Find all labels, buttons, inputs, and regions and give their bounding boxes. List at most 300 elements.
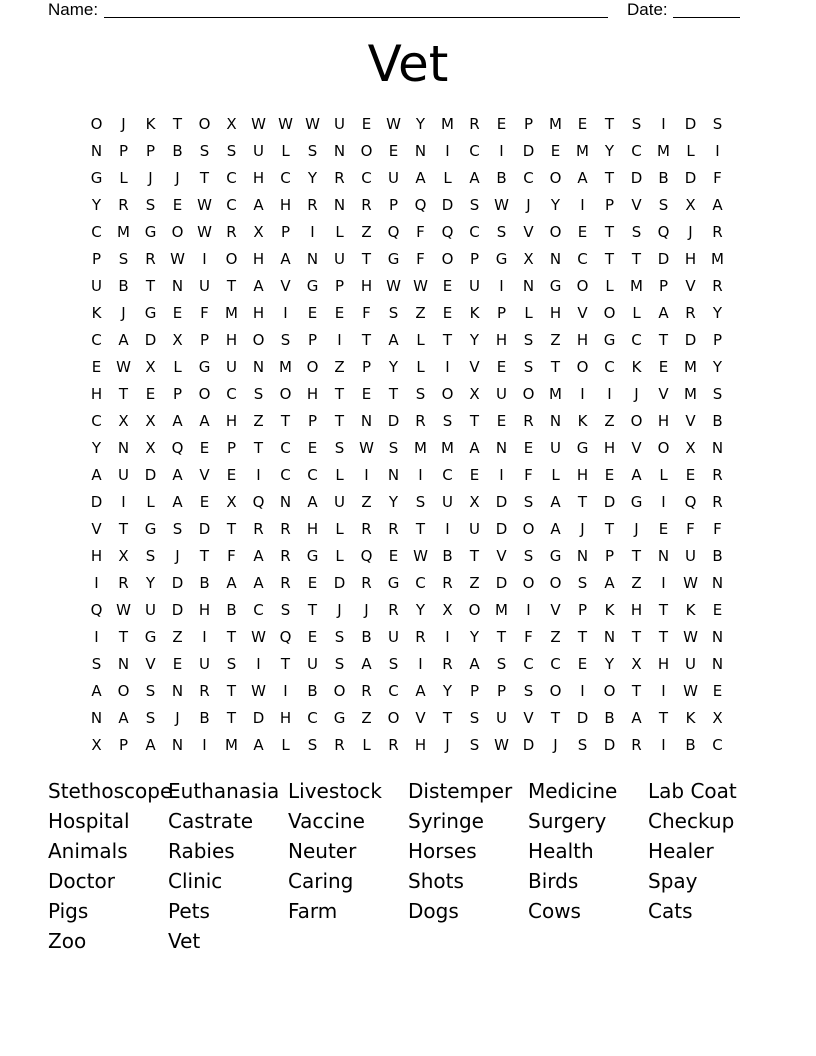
grid-letter: H — [225, 412, 238, 430]
grid-row — [0, 384, 816, 411]
grid-letter: R — [523, 412, 534, 430]
grid-letter: I — [661, 574, 666, 592]
grid-letter: O — [549, 223, 562, 241]
grid-letter: S — [388, 304, 399, 322]
grid-letter: S — [523, 358, 534, 376]
grid-letter: U — [334, 250, 345, 268]
word-list-item: Hospital — [48, 809, 130, 833]
grid-letter: Q — [171, 439, 184, 457]
grid-letter: P — [280, 223, 291, 241]
grid-letter: A — [307, 493, 318, 511]
grid-letter: R — [226, 223, 237, 241]
grid-letter: S — [388, 439, 399, 457]
grid-letter: T — [118, 628, 129, 646]
grid-letter: V — [145, 655, 156, 673]
grid-letter: Q — [441, 223, 454, 241]
grid-letter: W — [116, 601, 131, 619]
grid-letter: L — [416, 331, 425, 349]
grid-letter: Z — [469, 574, 480, 592]
grid-letter: J — [148, 169, 153, 187]
grid-letter: G — [306, 547, 319, 565]
grid-letter: B — [496, 169, 507, 187]
grid-row — [0, 546, 816, 573]
grid-letter: I — [94, 628, 99, 646]
grid-letter: S — [577, 574, 588, 592]
grid-letter: V — [685, 412, 696, 430]
grid-letter: T — [577, 628, 588, 646]
grid-letter: W — [413, 277, 428, 295]
grid-letter: A — [631, 466, 642, 484]
grid-letter: B — [658, 169, 669, 187]
grid-letter: N — [603, 628, 616, 646]
grid-letter: E — [307, 628, 318, 646]
grid-letter: P — [523, 115, 534, 133]
grid-letter: U — [91, 277, 102, 295]
grid-row — [0, 654, 816, 681]
grid-letter: P — [469, 682, 480, 700]
grid-letter: A — [199, 412, 210, 430]
word-list-item: Horses — [408, 839, 477, 863]
grid-letter: A — [550, 493, 561, 511]
word-list-item: Cows — [528, 899, 581, 923]
grid-letter: N — [495, 439, 508, 457]
grid-letter: S — [280, 331, 291, 349]
grid-letter: G — [144, 223, 157, 241]
grid-letter: R — [334, 169, 345, 187]
grid-letter: S — [145, 682, 156, 700]
grid-letter: O — [576, 277, 589, 295]
grid-letter: H — [252, 250, 265, 268]
grid-row — [0, 276, 816, 303]
grid-letter: Z — [361, 709, 372, 727]
grid-letter: S — [415, 385, 426, 403]
grid-letter: H — [603, 439, 616, 457]
grid-letter: I — [418, 655, 423, 673]
grid-letter: V — [523, 223, 534, 241]
grid-letter: N — [117, 439, 130, 457]
grid-letter: A — [253, 736, 264, 754]
grid-row — [0, 303, 816, 330]
grid-row — [0, 735, 816, 762]
grid-letter: C — [523, 655, 534, 673]
grid-row — [0, 168, 816, 195]
grid-letter: X — [631, 655, 642, 673]
grid-letter: Y — [469, 331, 480, 349]
grid-letter: X — [118, 412, 129, 430]
grid-letter: R — [199, 682, 210, 700]
grid-letter: T — [172, 115, 183, 133]
word-list-item: Vet — [168, 929, 201, 953]
grid-letter: Q — [279, 628, 292, 646]
grid-letter: S — [388, 655, 399, 673]
grid-letter: Q — [657, 223, 670, 241]
grid-letter: H — [225, 331, 238, 349]
grid-letter: A — [91, 682, 102, 700]
grid-letter: L — [335, 223, 344, 241]
grid-letter: T — [118, 520, 129, 538]
grid-letter: Q — [387, 223, 400, 241]
grid-letter: T — [226, 682, 237, 700]
grid-letter: N — [90, 709, 103, 727]
grid-letter: C — [469, 142, 480, 160]
grid-letter: D — [252, 709, 265, 727]
grid-letter: G — [630, 493, 643, 511]
grid-letter: P — [226, 439, 237, 457]
grid-letter: L — [632, 304, 641, 322]
word-list-item: Vaccine — [288, 809, 365, 833]
grid-letter: O — [225, 250, 238, 268]
grid-letter: E — [388, 547, 399, 565]
grid-letter: J — [580, 520, 585, 538]
grid-letter: T — [388, 385, 399, 403]
grid-letter: N — [711, 574, 724, 592]
grid-letter: G — [144, 628, 157, 646]
grid-letter: D — [171, 574, 184, 592]
grid-letter: S — [226, 655, 237, 673]
grid-letter: T — [550, 358, 561, 376]
grid-letter: C — [226, 196, 237, 214]
grid-letter: W — [197, 196, 212, 214]
grid-letter: S — [334, 439, 345, 457]
grid-letter: X — [685, 196, 696, 214]
grid-letter: S — [631, 223, 642, 241]
grid-letter: O — [603, 682, 616, 700]
grid-letter: T — [307, 601, 318, 619]
grid-letter: D — [387, 412, 400, 430]
grid-letter: V — [91, 520, 102, 538]
grid-letter: L — [281, 142, 290, 160]
grid-letter: F — [524, 628, 533, 646]
word-list-item: Birds — [528, 869, 579, 893]
grid-letter: I — [580, 385, 585, 403]
grid-letter: J — [175, 547, 180, 565]
grid-letter: Y — [712, 358, 723, 376]
grid-letter: O — [279, 385, 292, 403]
grid-letter: S — [307, 736, 318, 754]
grid-letter: I — [310, 223, 315, 241]
grid-letter: S — [280, 601, 291, 619]
grid-letter: O — [387, 709, 400, 727]
grid-letter: N — [576, 547, 589, 565]
grid-letter: E — [685, 466, 696, 484]
grid-letter: A — [577, 169, 588, 187]
grid-letter: S — [334, 628, 345, 646]
grid-letter: S — [496, 223, 507, 241]
grid-letter: W — [683, 628, 698, 646]
grid-letter: D — [657, 250, 670, 268]
word-list-item: Surgery — [528, 809, 607, 833]
grid-letter: N — [306, 250, 319, 268]
grid-letter: W — [494, 736, 509, 754]
grid-letter: E — [712, 682, 723, 700]
grid-letter: R — [388, 736, 399, 754]
grid-letter: B — [361, 628, 372, 646]
grid-letter: W — [251, 115, 266, 133]
grid-letter: N — [549, 250, 562, 268]
grid-letter: T — [442, 709, 453, 727]
page-title: Vet — [367, 35, 449, 93]
grid-letter: I — [445, 628, 450, 646]
grid-letter: S — [415, 493, 426, 511]
grid-letter: J — [121, 115, 126, 133]
grid-letter: A — [631, 709, 642, 727]
grid-letter: W — [305, 115, 320, 133]
name-input-line[interactable] — [104, 17, 608, 18]
grid-letter: D — [603, 736, 616, 754]
grid-letter: T — [280, 412, 291, 430]
grid-letter: S — [523, 682, 534, 700]
grid-letter: N — [711, 655, 724, 673]
grid-letter: L — [686, 142, 695, 160]
grid-letter: P — [199, 331, 210, 349]
grid-letter: I — [364, 466, 369, 484]
grid-letter: S — [469, 709, 480, 727]
grid-letter: R — [307, 196, 318, 214]
grid-letter: E — [577, 655, 588, 673]
grid-letter: W — [116, 358, 131, 376]
grid-letter: B — [118, 277, 129, 295]
grid-letter: E — [172, 196, 183, 214]
grid-letter: M — [495, 601, 508, 619]
grid-letter: C — [469, 223, 480, 241]
grid-letter: E — [523, 439, 534, 457]
grid-letter: Z — [415, 304, 426, 322]
grid-letter: I — [121, 493, 126, 511]
grid-letter: P — [496, 682, 507, 700]
grid-letter: S — [145, 196, 156, 214]
grid-row — [0, 573, 816, 600]
grid-letter: A — [469, 169, 480, 187]
grid-letter: S — [226, 142, 237, 160]
grid-letter: A — [253, 277, 264, 295]
grid-letter: E — [550, 142, 561, 160]
grid-letter: A — [415, 169, 426, 187]
grid-letter: P — [604, 547, 615, 565]
grid-letter: D — [684, 331, 697, 349]
grid-letter: J — [175, 169, 180, 187]
grid-letter: X — [118, 547, 129, 565]
grid-letter: P — [712, 331, 723, 349]
grid-letter: B — [172, 142, 183, 160]
grid-letter: U — [118, 466, 129, 484]
grid-letter: Z — [550, 331, 561, 349]
grid-letter: Q — [252, 493, 265, 511]
grid-letter: I — [202, 250, 207, 268]
grid-letter: C — [280, 169, 291, 187]
grid-letter: S — [145, 709, 156, 727]
word-list-item: Lab Coat — [648, 779, 737, 803]
grid-letter: T — [658, 601, 669, 619]
grid-letter: R — [469, 115, 480, 133]
grid-letter: F — [200, 304, 209, 322]
grid-letter: D — [495, 520, 508, 538]
word-list-item: Dogs — [408, 899, 459, 923]
grid-letter: X — [523, 250, 534, 268]
grid-letter: W — [359, 439, 374, 457]
grid-letter: T — [226, 709, 237, 727]
grid-letter: P — [361, 358, 372, 376]
grid-letter: O — [117, 682, 130, 700]
grid-letter: X — [469, 385, 480, 403]
grid-letter: E — [226, 466, 237, 484]
grid-letter: Z — [361, 493, 372, 511]
word-list-item: Cats — [648, 899, 693, 923]
grid-row — [0, 141, 816, 168]
grid-letter: B — [604, 709, 615, 727]
grid-letter: U — [253, 142, 264, 160]
grid-letter: V — [550, 601, 561, 619]
grid-letter: O — [576, 358, 589, 376]
grid-letter: T — [145, 277, 156, 295]
grid-letter: T — [253, 439, 264, 457]
grid-letter: P — [307, 412, 318, 430]
grid-letter: C — [226, 385, 237, 403]
grid-letter: Y — [388, 493, 399, 511]
grid-letter: D — [171, 601, 184, 619]
grid-letter: X — [469, 493, 480, 511]
grid-letter: P — [604, 196, 615, 214]
grid-letter: U — [388, 628, 399, 646]
grid-letter: A — [388, 331, 399, 349]
grid-letter: Z — [631, 574, 642, 592]
grid-row — [0, 465, 816, 492]
grid-letter: U — [550, 439, 561, 457]
grid-letter: S — [631, 115, 642, 133]
grid-letter: S — [199, 142, 210, 160]
grid-letter: E — [442, 277, 453, 295]
grid-letter: L — [335, 547, 344, 565]
word-list-item: Stethoscope — [48, 779, 173, 803]
word-list-item: Castrate — [168, 809, 254, 833]
grid-letter: E — [496, 115, 507, 133]
grid-letter: C — [361, 169, 372, 187]
grid-letter: Y — [91, 439, 102, 457]
grid-letter: E — [145, 385, 156, 403]
grid-letter: E — [604, 466, 615, 484]
grid-letter: B — [307, 682, 318, 700]
grid-letter: T — [658, 628, 669, 646]
date-input-line[interactable] — [673, 17, 740, 18]
grid-letter: H — [684, 250, 697, 268]
grid-letter: R — [712, 493, 723, 511]
grid-letter: U — [388, 169, 399, 187]
grid-letter: I — [499, 277, 504, 295]
grid-letter: S — [118, 250, 129, 268]
grid-letter: M — [441, 439, 454, 457]
grid-letter: I — [499, 142, 504, 160]
grid-letter: A — [469, 439, 480, 457]
grid-letter: E — [442, 304, 453, 322]
grid-letter: E — [577, 115, 588, 133]
grid-letter: T — [469, 547, 480, 565]
grid-letter: O — [549, 682, 562, 700]
grid-letter: I — [445, 520, 450, 538]
grid-letter: T — [361, 250, 372, 268]
grid-letter: O — [630, 412, 643, 430]
grid-letter: R — [145, 250, 156, 268]
grid-letter: J — [121, 304, 126, 322]
grid-letter: R — [118, 574, 129, 592]
grid-letter: Y — [469, 628, 480, 646]
grid-letter: R — [388, 520, 399, 538]
grid-letter: C — [253, 601, 264, 619]
word-list-item: Checkup — [648, 809, 735, 833]
grid-letter: U — [334, 115, 345, 133]
grid-letter: S — [442, 412, 453, 430]
grid-letter: W — [683, 682, 698, 700]
grid-letter: G — [549, 277, 562, 295]
grid-letter: C — [91, 412, 102, 430]
grid-letter: K — [604, 601, 615, 619]
grid-letter: D — [630, 169, 643, 187]
grid-letter: H — [576, 466, 589, 484]
grid-letter: X — [145, 412, 156, 430]
grid-letter: A — [415, 682, 426, 700]
word-list-item: Clinic — [168, 869, 223, 893]
grid-letter: E — [361, 385, 372, 403]
grid-letter: R — [361, 520, 372, 538]
grid-row — [0, 114, 816, 141]
grid-letter: I — [661, 736, 666, 754]
grid-letter: S — [523, 331, 534, 349]
grid-letter: G — [144, 304, 157, 322]
grid-letter: R — [334, 736, 345, 754]
grid-letter: K — [577, 412, 588, 430]
grid-letter: M — [684, 358, 697, 376]
grid-letter: C — [91, 223, 102, 241]
grid-letter: W — [386, 277, 401, 295]
grid-letter: W — [170, 250, 185, 268]
word-list-item: Rabies — [168, 839, 235, 863]
grid-letter: N — [711, 439, 724, 457]
grid-letter: J — [175, 709, 180, 727]
grid-letter: A — [469, 655, 480, 673]
grid-letter: A — [550, 520, 561, 538]
grid-letter: M — [279, 358, 292, 376]
grid-letter: N — [414, 142, 427, 160]
grid-letter: E — [172, 655, 183, 673]
grid-letter: T — [577, 493, 588, 511]
grid-letter: R — [712, 277, 723, 295]
grid-letter: T — [604, 223, 615, 241]
grid-letter: C — [280, 466, 291, 484]
grid-letter: U — [145, 601, 156, 619]
grid-letter: M — [630, 277, 643, 295]
grid-letter: E — [307, 439, 318, 457]
grid-letter: T — [469, 412, 480, 430]
grid-letter: E — [199, 439, 210, 457]
grid-letter: T — [658, 331, 669, 349]
grid-letter: H — [90, 547, 103, 565]
grid-letter: U — [442, 493, 453, 511]
grid-letter: K — [91, 304, 102, 322]
word-list-item: Farm — [288, 899, 338, 923]
grid-letter: B — [712, 547, 723, 565]
grid-letter: M — [711, 250, 724, 268]
grid-letter: S — [253, 385, 264, 403]
grid-letter: Y — [442, 682, 453, 700]
grid-letter: D — [198, 520, 211, 538]
word-list-item: Pets — [168, 899, 210, 923]
grid-letter: R — [388, 601, 399, 619]
grid-letter: D — [522, 142, 535, 160]
grid-letter: E — [361, 115, 372, 133]
grid-letter: A — [91, 466, 102, 484]
grid-letter: I — [256, 466, 261, 484]
grid-letter: B — [199, 709, 210, 727]
grid-letter: T — [226, 277, 237, 295]
grid-letter: H — [360, 277, 373, 295]
